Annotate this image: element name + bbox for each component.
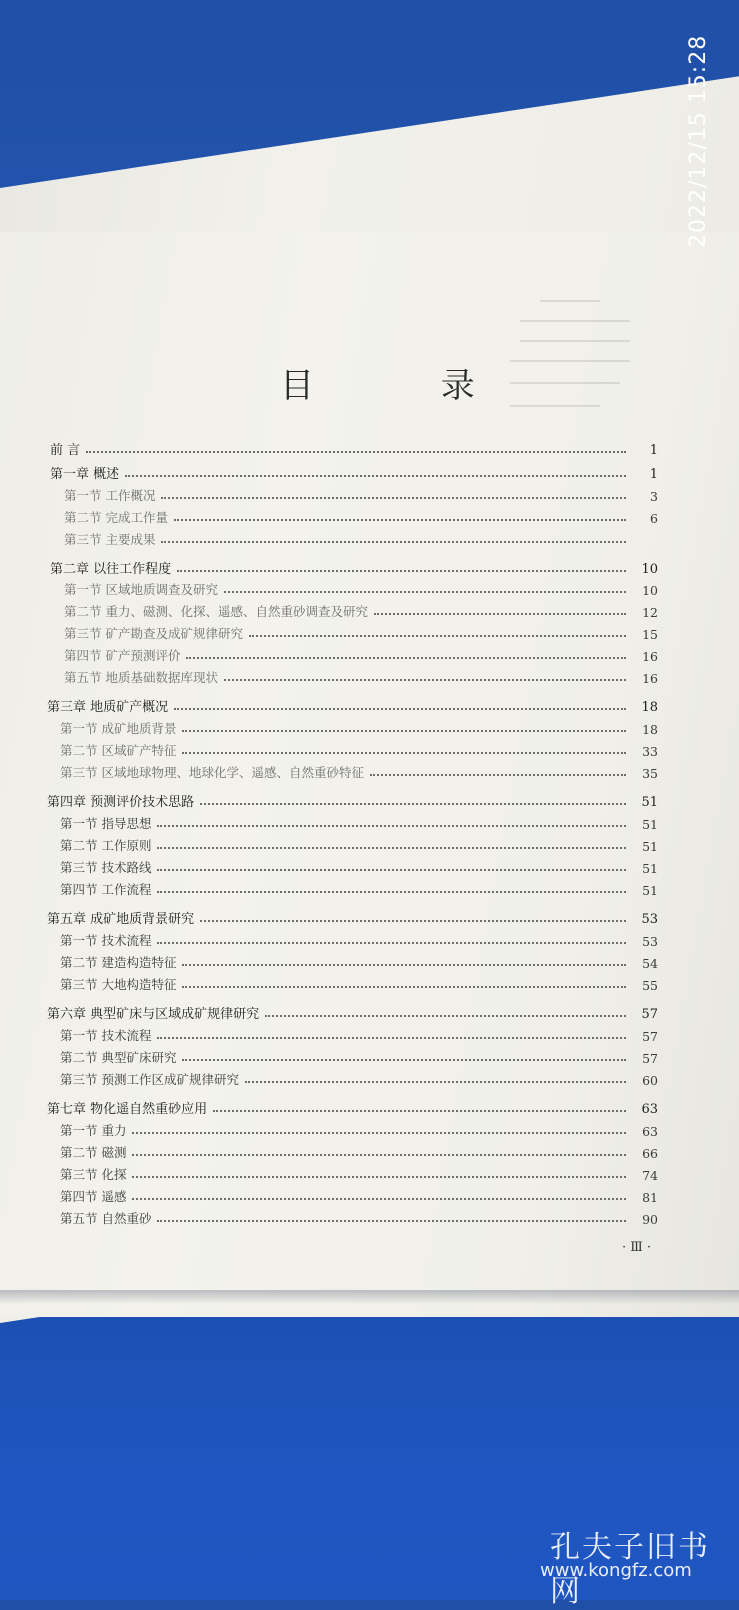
toc-leader-dots (177, 569, 626, 572)
toc-label: 第四节 矿产预测评价 (64, 648, 181, 663)
toc-page-number: 57 (642, 1051, 658, 1066)
toc-leader-dots (132, 1153, 626, 1156)
toc-page-number: 63 (642, 1124, 658, 1139)
toc-label: 第一节 工作概况 (64, 488, 156, 503)
toc-leader-dots (125, 474, 626, 477)
toc-page-number: 74 (642, 1168, 658, 1183)
toc-page-number: 33 (642, 744, 658, 759)
toc-leader-dots (200, 919, 626, 922)
toc-section-row (64, 484, 658, 504)
toc-page-number: 1 (649, 443, 658, 458)
toc-label: 第四节 遥感 (60, 1189, 127, 1204)
toc-label: 第一节 指导思想 (60, 816, 152, 831)
toc-section-row (60, 1163, 658, 1183)
toc-section-row (60, 856, 658, 876)
toc-label: 第二章 以往工作程度 (50, 562, 172, 577)
toc-label: 第一节 重力 (60, 1123, 127, 1138)
toc-section-row (60, 812, 658, 832)
toc-page-number: 16 (642, 649, 658, 664)
toc-page-number: 63 (641, 1102, 658, 1117)
toc-section-row (60, 1024, 658, 1044)
toc-label: 第三章 地质矿产概况 (47, 700, 169, 715)
toc-label: 第一节 成矿地质背景 (60, 721, 177, 736)
toc-leader-dots (245, 1080, 626, 1083)
toc-page-number: 35 (642, 766, 658, 781)
toc-page-number: 10 (641, 562, 658, 577)
toc-page-number: 57 (642, 1029, 658, 1044)
toc-section-row (60, 1141, 658, 1161)
toc-section-row (60, 878, 658, 898)
watermark-url: www.kongfz.com (540, 1560, 692, 1581)
toc-page-number: 12 (642, 605, 658, 620)
toc-label: 第三节 主要成果 (64, 532, 156, 547)
toc-label: 前 言 (50, 443, 81, 458)
toc-page-number: 3 (650, 489, 658, 504)
toc-label: 第三节 矿产勘查及成矿规律研究 (64, 626, 243, 641)
toc-page-number: 60 (642, 1073, 658, 1088)
toc-label: 第三节 大地构造特征 (60, 977, 177, 992)
toc-chapter-row (50, 438, 658, 458)
toc-label: 第二节 工作原则 (60, 838, 152, 853)
toc-leader-dots (224, 678, 626, 681)
show-through-line (520, 340, 630, 342)
toc-leader-dots (86, 450, 626, 453)
toc-leader-dots (132, 1197, 626, 1200)
toc-leader-dots (157, 890, 626, 893)
toc-leader-dots (182, 729, 626, 732)
toc-page-number: 6 (650, 511, 658, 526)
toc-page-number: 66 (642, 1146, 658, 1161)
toc-section-row (64, 622, 658, 642)
toc-page-number: 81 (642, 1190, 658, 1205)
toc-section-row (60, 717, 658, 737)
toc-chapter-row (47, 790, 658, 810)
toc-leader-dots (249, 634, 626, 637)
toc-chapter-row (47, 1002, 658, 1022)
toc-section-row (64, 644, 658, 664)
toc-label: 第一节 技术流程 (60, 933, 152, 948)
toc-section-row (64, 666, 658, 686)
toc-leader-dots (157, 1036, 626, 1039)
toc-section-row (60, 1046, 658, 1066)
toc-label: 第一节 区域地质调查及研究 (64, 582, 218, 597)
toc-section-row (64, 528, 658, 548)
watermark-logo-text: 孔夫子旧书网 (550, 1530, 710, 1609)
toc-leader-dots (157, 1219, 626, 1222)
toc-label: 第二节 磁测 (60, 1145, 127, 1160)
page-folio: · Ⅲ · (622, 1240, 652, 1255)
toc-leader-dots (174, 518, 626, 521)
toc-leader-dots (182, 751, 626, 754)
toc-page-number: 16 (642, 671, 658, 686)
toc-page-number: 15 (642, 627, 658, 642)
toc-section-row (60, 951, 658, 971)
toc-label: 第七章 物化遥自然重砂应用 (47, 1102, 208, 1117)
toc-leader-dots (224, 590, 626, 593)
toc-section-row (60, 929, 658, 949)
toc-leader-dots (370, 773, 626, 776)
toc-leader-dots (132, 1131, 626, 1134)
toc-label: 第六章 典型矿床与区域成矿规律研究 (47, 1007, 260, 1022)
toc-label: 第四节 工作流程 (60, 882, 152, 897)
toc-leader-dots (374, 612, 626, 615)
toc-leader-dots (161, 540, 626, 543)
toc-label: 第五节 地质基础数据库现状 (64, 670, 218, 685)
toc-section-row (60, 761, 658, 781)
toc-label: 第五节 自然重砂 (60, 1211, 152, 1226)
toc-label: 第三节 技术路线 (60, 860, 152, 875)
show-through-line (540, 300, 600, 302)
toc-page-number: 53 (642, 934, 658, 949)
toc-page-number: 57 (641, 1007, 658, 1022)
toc-leader-dots (182, 1058, 626, 1061)
page-shadow (0, 1290, 739, 1304)
toc-label: 第二节 典型矿床研究 (60, 1050, 177, 1065)
page-title: 目 录 (280, 366, 533, 406)
toc-leader-dots (182, 963, 626, 966)
toc-label: 第三节 预测工作区成矿规律研究 (60, 1072, 239, 1087)
toc-leader-dots (182, 985, 626, 988)
toc-section-row (60, 1068, 658, 1088)
toc-label: 第一章 概述 (50, 467, 120, 482)
toc-leader-dots (265, 1014, 626, 1017)
toc-chapter-row (47, 695, 658, 715)
toc-page-number: 18 (641, 700, 658, 715)
toc-leader-dots (157, 846, 626, 849)
toc-page-number: 90 (642, 1212, 658, 1227)
toc-leader-dots (213, 1109, 626, 1112)
toc-section-row (60, 834, 658, 854)
toc-section-row (64, 506, 658, 526)
toc-page-number: 51 (642, 817, 658, 832)
toc-section-row (60, 1119, 658, 1139)
toc-page-number: 55 (642, 978, 658, 993)
toc-page-number: 51 (642, 883, 658, 898)
toc-chapter-row (47, 907, 658, 927)
toc-chapter-row (50, 557, 658, 577)
toc-label: 第二节 完成工作量 (64, 510, 168, 525)
toc-leader-dots (161, 496, 626, 499)
toc-section-row (64, 578, 658, 598)
photo-timestamp: 2022/12/15 15:28 (686, 34, 711, 248)
toc-leader-dots (200, 802, 626, 805)
toc-label: 第三节 化探 (60, 1167, 127, 1182)
toc-label: 第二节 建造构造特征 (60, 955, 177, 970)
toc-section-row (60, 1207, 658, 1227)
toc-section-row (64, 600, 658, 620)
toc-leader-dots (186, 656, 626, 659)
toc-page-number: 10 (642, 583, 658, 598)
toc-leader-dots (174, 707, 626, 710)
toc-page-number: 18 (642, 722, 658, 737)
toc-label: 第五章 成矿地质背景研究 (47, 912, 195, 927)
toc-section-row (60, 739, 658, 759)
toc-page-number: 53 (641, 912, 658, 927)
toc-label: 第三节 区域地球物理、地球化学、遥感、自然重砂特征 (60, 765, 364, 780)
toc-chapter-row (47, 1097, 658, 1117)
toc-leader-dots (132, 1175, 626, 1178)
toc-label: 第二节 区域矿产特征 (60, 743, 177, 758)
toc-section-row (60, 973, 658, 993)
show-through-line (520, 320, 630, 322)
toc-page-number: 51 (642, 839, 658, 854)
toc-chapter-row (50, 462, 658, 482)
toc-page-number: 51 (641, 795, 658, 810)
toc-page-number: 51 (642, 861, 658, 876)
toc-page-number: 1 (649, 467, 658, 482)
toc-section-row (60, 1185, 658, 1205)
toc-leader-dots (157, 868, 626, 871)
toc-page-number: 54 (642, 956, 658, 971)
toc-label: 第一节 技术流程 (60, 1028, 152, 1043)
toc-leader-dots (157, 824, 626, 827)
toc-label: 第四章 预测评价技术思路 (47, 795, 195, 810)
toc-label: 第二节 重力、磁测、化探、遥感、自然重砂调查及研究 (64, 604, 368, 619)
toc-leader-dots (157, 941, 626, 944)
